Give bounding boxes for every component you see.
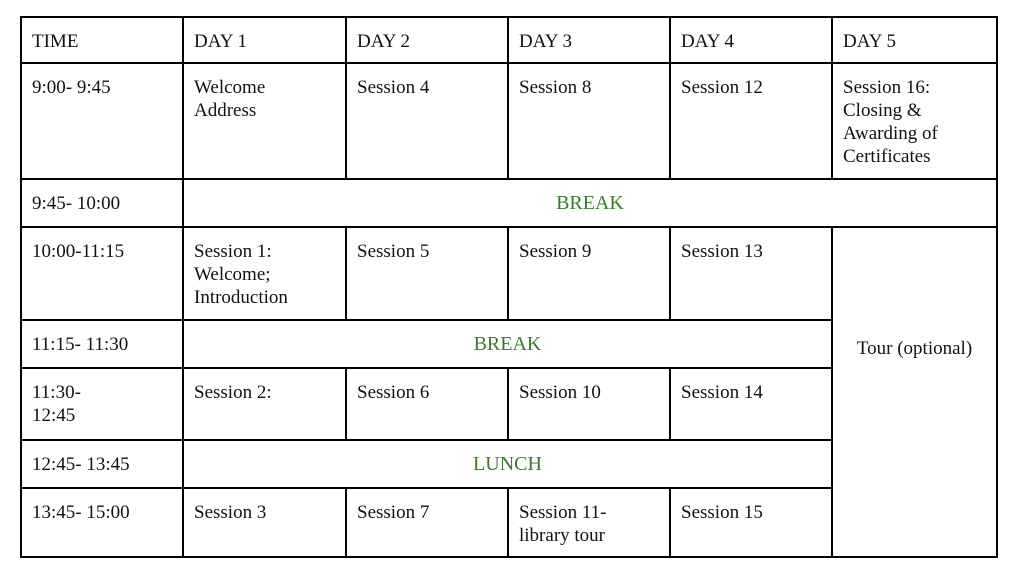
session-cell: Session 3	[183, 488, 346, 557]
session-cell: Welcome Address	[183, 63, 346, 179]
time-cell: 11:15- 11:30	[21, 320, 183, 368]
session-cell: Session 13	[670, 227, 832, 320]
session-cell: Session 12	[670, 63, 832, 179]
session-cell: Session 4	[346, 63, 508, 179]
table-row	[21, 179, 997, 227]
tour-label: Tour (optional)	[856, 337, 973, 359]
header-day-1: DAY 1	[183, 17, 346, 63]
time-cell: 9:45- 10:00	[21, 179, 183, 227]
session-cell: Session 14	[670, 368, 832, 440]
header-row	[21, 17, 997, 63]
header-time: TIME	[21, 17, 183, 63]
schedule-table	[20, 16, 998, 558]
session-cell: Session 9	[508, 227, 670, 320]
header-day-4: DAY 4	[670, 17, 832, 63]
header-day-3: DAY 3	[508, 17, 670, 63]
header-day-5: DAY 5	[832, 17, 997, 63]
session-cell: Session 8	[508, 63, 670, 179]
lunch-band: LUNCH	[183, 440, 832, 488]
table-row	[21, 63, 997, 179]
table-row	[21, 227, 997, 320]
time-cell: 13:45- 15:00	[21, 488, 183, 557]
session-cell: Session 6	[346, 368, 508, 440]
session-cell: Session 1: Welcome; Introduction	[183, 227, 346, 320]
break-band: BREAK	[183, 320, 832, 368]
time-cell: 10:00-11:15	[21, 227, 183, 320]
time-cell: 12:45- 13:45	[21, 440, 183, 488]
session-cell: Session 5	[346, 227, 508, 320]
session-cell: Session 10	[508, 368, 670, 440]
session-cell: Session 16: Closing & Awarding of Certificates	[832, 63, 997, 179]
break-band: BREAK	[183, 179, 997, 227]
session-cell: Session 15	[670, 488, 832, 557]
header-day-2: DAY 2	[346, 17, 508, 63]
session-cell: Session 11- library tour	[508, 488, 670, 557]
time-cell: 9:00- 9:45	[21, 63, 183, 179]
session-cell: Session 2:	[183, 368, 346, 440]
session-cell: Session 7	[346, 488, 508, 557]
tour-cell	[832, 227, 997, 557]
time-cell: 11:30- 12:45	[21, 368, 183, 440]
